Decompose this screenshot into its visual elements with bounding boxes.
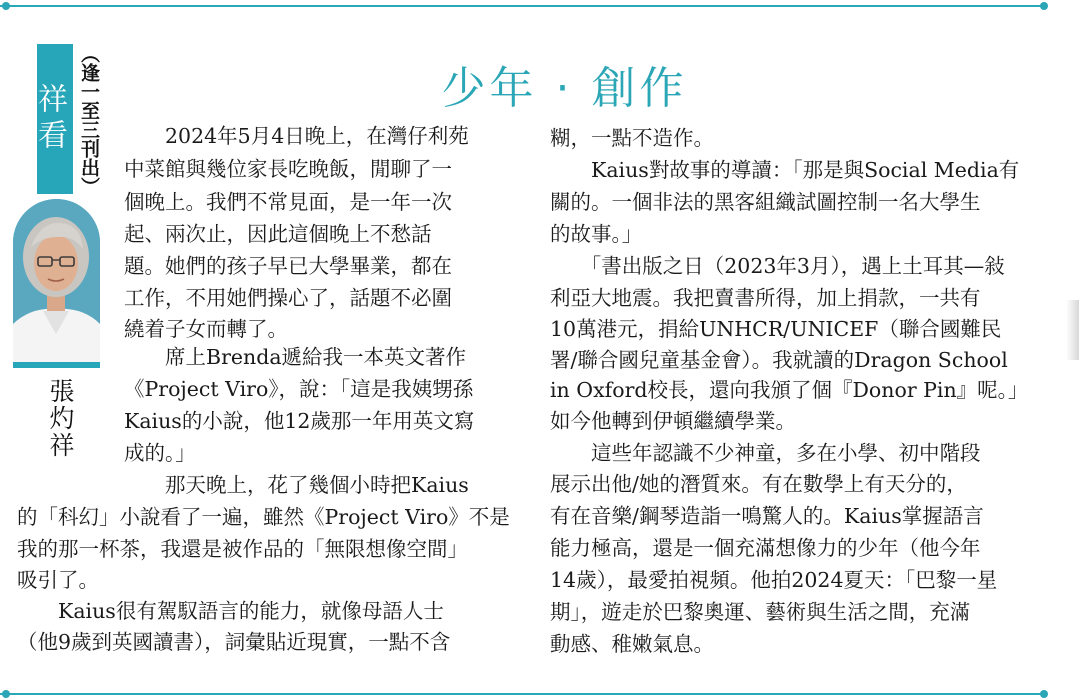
- article-line: （他9歲到英國讀書），詞彙貼近現實，一點不含: [17, 630, 451, 654]
- column-tag: 祥看: [37, 44, 73, 194]
- article-line: 有在音樂/鋼琴造詣一鳴驚人的。Kaius掌握語言: [550, 504, 984, 528]
- rule-dot: [2, 2, 10, 10]
- column-schedule-note: （逢一至三刊出）: [78, 44, 100, 196]
- article-line: 個晚上。我們不常見面，是一年一次: [124, 190, 452, 214]
- article-line: 10萬港元，捐給UNHCR/UNICEF（聯合國難民: [550, 317, 1002, 341]
- rule-dot: [1040, 690, 1048, 698]
- page-edge-shadow: [1066, 300, 1079, 360]
- article-line: Kaius的小說，他12歲那一年用英文寫: [124, 409, 475, 433]
- article-line: 的故事。」: [550, 222, 643, 246]
- top-rule: [0, 5, 1046, 7]
- article-line: 這些年認識不少神童，多在小學、初中階段: [550, 441, 981, 465]
- article-line: 展示出他/她的潛質來。有在數學上有天分的，: [550, 472, 967, 496]
- author-name: 張灼祥: [46, 378, 75, 459]
- article-line: 動感、稚嫩氣息。: [550, 632, 714, 656]
- article-line: 工作，不用她們操心了，話題不必圍: [124, 286, 452, 310]
- rule-dot: [1040, 2, 1048, 10]
- article-line: 期」，遊走於巴黎奧運、藝術與生活之間，充滿: [550, 600, 971, 624]
- article-line: Kaius對故事的導讀：「那是與Social Media有: [550, 158, 1020, 182]
- article-line: in Oxford校長，還向我頒了個『Donor Pin』呢。」: [550, 378, 1029, 402]
- article-line: Kaius很有駕馭語言的能力，就像母語人士: [17, 599, 444, 623]
- article-line: 題。她們的孩子早已大學畢業，都在: [124, 254, 452, 278]
- article-line: 糊，一點不造作。: [550, 126, 714, 150]
- rule-dot: [2, 690, 10, 698]
- article-line: 吸引了。: [17, 568, 99, 592]
- article-line: 14歲），最愛拍視頻。他拍2024夏天：「巴黎一星: [550, 568, 998, 592]
- article-line: 利亞大地震。我把賣書所得，加上捐款，一共有: [550, 286, 981, 310]
- article-line: 能力極高，還是一個充滿想像力的少年（他今年: [550, 536, 981, 560]
- author-bar: [13, 362, 100, 368]
- article-line: 起、兩次止，因此這個晚上不愁話: [124, 222, 432, 246]
- article-line: 「書出版之日（2023年3月），遇上土耳其—敍: [550, 254, 1005, 278]
- article-line: 關的。一個非法的黑客組織試圖控制一名大學生: [550, 190, 981, 214]
- article-line: 成的。」: [124, 441, 196, 465]
- article-line: 席上Brenda遞給我一本英文著作: [124, 345, 467, 369]
- article-line: 我的那一杯茶，我還是被作品的「無限想像空間」: [17, 537, 468, 561]
- article-line: 如今他轉到伊頓繼續學業。: [550, 409, 796, 433]
- bottom-rule: [0, 693, 1046, 695]
- article-line: 中菜館與幾位家長吃晚飯，閒聊了一: [124, 157, 452, 181]
- article-line: 署/聯合國兒童基金會）。我就讀的Dragon School: [550, 348, 1008, 372]
- article-line: 《Project Viro》，說：「這是我姨甥孫: [124, 377, 474, 401]
- article-title: 少年 · 創作: [441, 63, 688, 114]
- article-line: 那天晚上，花了幾個小時把Kaius: [124, 473, 469, 497]
- article-line: 繞着子女而轉了。: [124, 317, 288, 341]
- article-line: 的「科幻」小說看了一遍，雖然《Project Viro》不是: [17, 505, 510, 529]
- article-line: 2024年5月4日晚上，在灣仔利苑: [124, 124, 469, 148]
- author-photo: [13, 199, 100, 362]
